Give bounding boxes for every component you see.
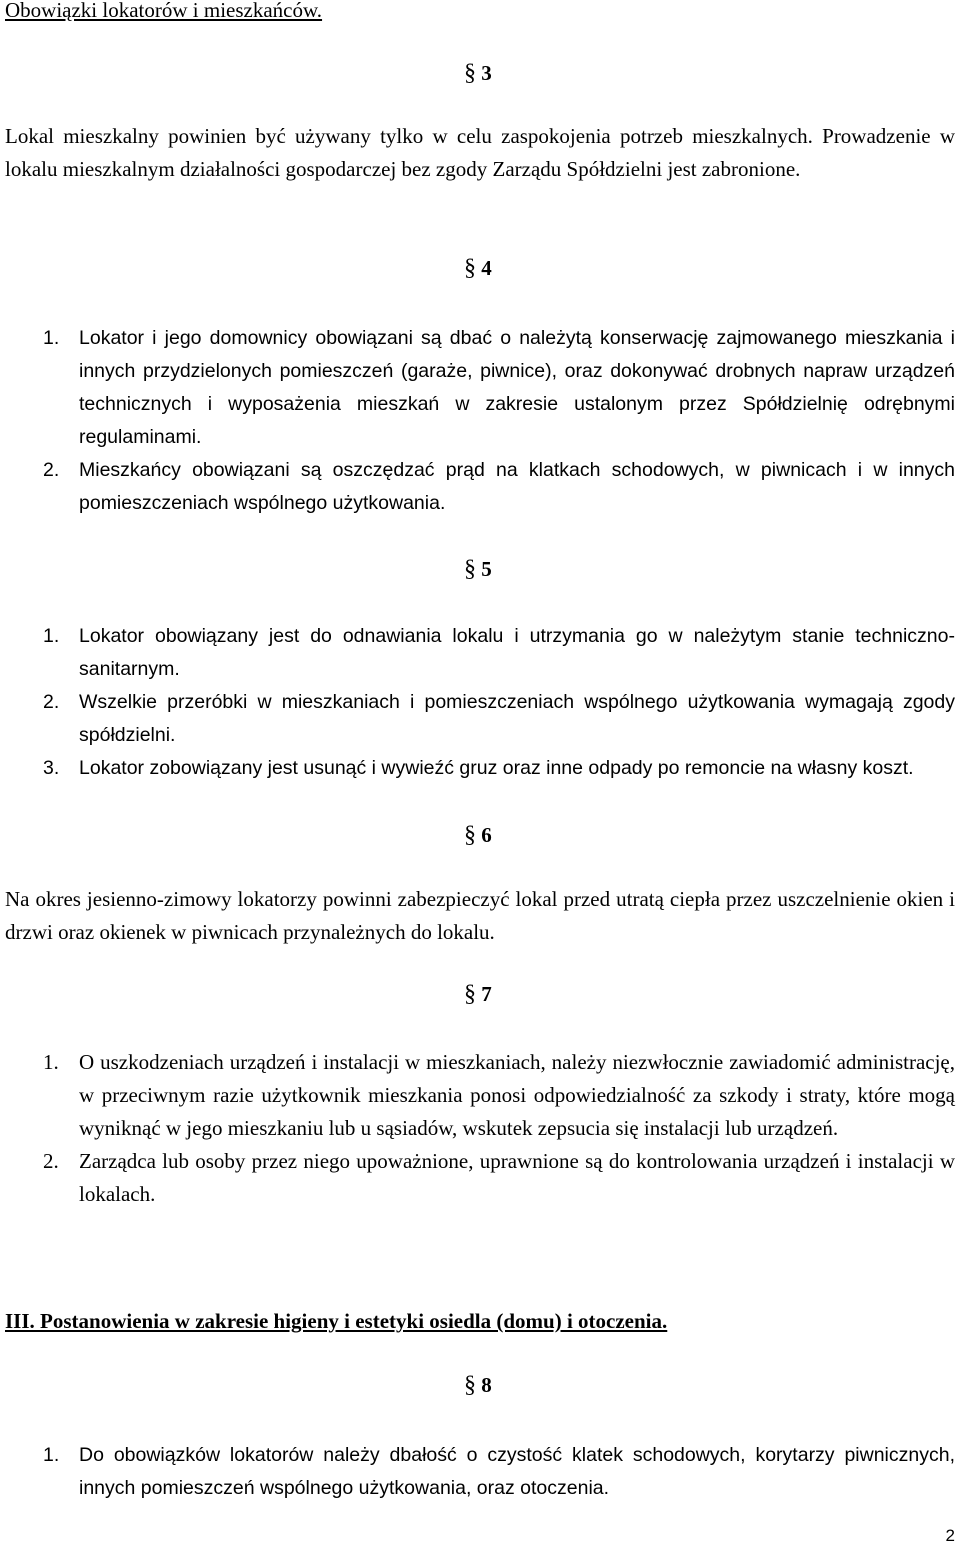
item-number: 2.	[43, 691, 60, 713]
item-number: 3.	[43, 757, 60, 779]
list-item	[0, 1439, 955, 1505]
item-text: Lokator i jego domownicy obowiązani są dbać o należytą konserwację zajmowanego mieszkania i innych przydzielonych pomieszczeń (garaże, piwnice), oraz dokonywać drobnych napraw urządzeń technicznych i wyposażenia mieszkań w zakresie ustalonym przez Spółdzielnię odrębnymi regulaminami.	[79, 327, 955, 448]
paragraph-5-list	[0, 620, 955, 785]
paragraph-number: 7	[481, 982, 492, 1006]
item-number: 1.	[43, 1050, 59, 1074]
paragraph-mark-8	[464, 1372, 492, 1399]
section-sign: §	[464, 981, 476, 1007]
item-number: 1.	[43, 625, 60, 647]
section-sign: §	[464, 255, 476, 281]
item-text: O uszkodzeniach urządzeń i instalacji w mieszkaniach, należy niezwłocznie zawiadomić administrację, w przeciwnym razie użytkownik mieszkania ponosi odpowiedzialność za szkody i straty, które mogą wyniknąć w jego mieszkaniu lub u sąsiadów, wskutek zepsucia się instalacji lub urządzeń.	[79, 1050, 955, 1140]
paragraph-text: Lokal mieszkalny powinien być używany tylko w celu zaspokojenia potrzeb mieszkalnych. Prowadzenie w lokalu mieszkalnym działalności gospodarczej bez zgody Zarządu Spółdzielni jest zabronione.	[5, 124, 955, 181]
paragraph-mark-6	[464, 822, 492, 849]
section-sign: §	[464, 556, 476, 582]
paragraph-mark-5	[464, 556, 492, 583]
paragraph-3-text	[5, 120, 955, 186]
list-item	[0, 322, 955, 454]
paragraph-number: 8	[481, 1373, 492, 1397]
page-number: 2	[945, 1526, 955, 1545]
section-sign: §	[464, 60, 476, 86]
paragraph-4-list	[0, 322, 955, 520]
paragraph-mark-4	[464, 255, 492, 282]
list-item	[0, 1145, 955, 1211]
item-number: 2.	[43, 459, 60, 481]
item-text: Mieszkańcy obowiązani są oszczędzać prąd na klatkach schodowych, w piwnicach i w innych pomieszczeniach wspólnego użytkowania.	[79, 459, 955, 514]
list-item	[0, 752, 955, 785]
item-text: Do obowiązków lokatorów należy dbałość o czystość klatek schodowych, korytarzy piwnicznych, innych pomieszczeń wspólnego użytkowania, oraz otoczenia.	[79, 1444, 955, 1499]
section-heading: Obowiązki lokatorów i mieszkańców.	[5, 0, 323, 22]
paragraph-text: Na okres jesienno-zimowy lokatorzy powinni zabezpieczyć lokal przed utratą ciepła przez uszczelnienie okien i drzwi oraz okienek w piwnicach przynależnych do lokalu.	[5, 887, 955, 944]
paragraph-number: 4	[481, 256, 492, 280]
item-text: Lokator zobowiązany jest usunąć i wywieźć gruz oraz inne odpady po remoncie na własny koszt.	[79, 757, 914, 779]
paragraph-7-list	[0, 1046, 955, 1211]
section-sign: §	[464, 822, 476, 848]
item-number: 2.	[43, 1149, 59, 1173]
list-item	[0, 454, 955, 520]
list-item	[0, 620, 955, 686]
list-item	[0, 1046, 955, 1145]
list-item	[0, 686, 955, 752]
paragraph-6-text	[5, 883, 955, 949]
item-number: 1.	[43, 1444, 60, 1466]
chapter-heading: III. Postanowienia w zakresie higieny i estetyki osiedla (domu) i otoczenia.	[5, 1309, 668, 1333]
item-text: Wszelkie przeróbki w mieszkaniach i pomieszczeniach wspólnego użytkowania wymagają zgody spółdzielni.	[79, 691, 955, 746]
paragraph-number: 3	[481, 61, 492, 85]
item-text: Zarządca lub osoby przez niego upoważnione, uprawnione są do kontrolowania urządzeń i instalacji w lokalach.	[79, 1149, 955, 1206]
paragraph-number: 5	[481, 557, 492, 581]
paragraph-number: 6	[481, 823, 492, 847]
paragraph-8-list	[0, 1439, 955, 1505]
paragraph-mark-3	[464, 60, 492, 87]
item-number: 1.	[43, 327, 60, 349]
paragraph-mark-7	[464, 981, 492, 1008]
item-text: Lokator obowiązany jest do odnawiania lokalu i utrzymania go w należytym stanie techniczno-sanitarnym.	[79, 625, 955, 680]
section-sign: §	[464, 1372, 476, 1398]
